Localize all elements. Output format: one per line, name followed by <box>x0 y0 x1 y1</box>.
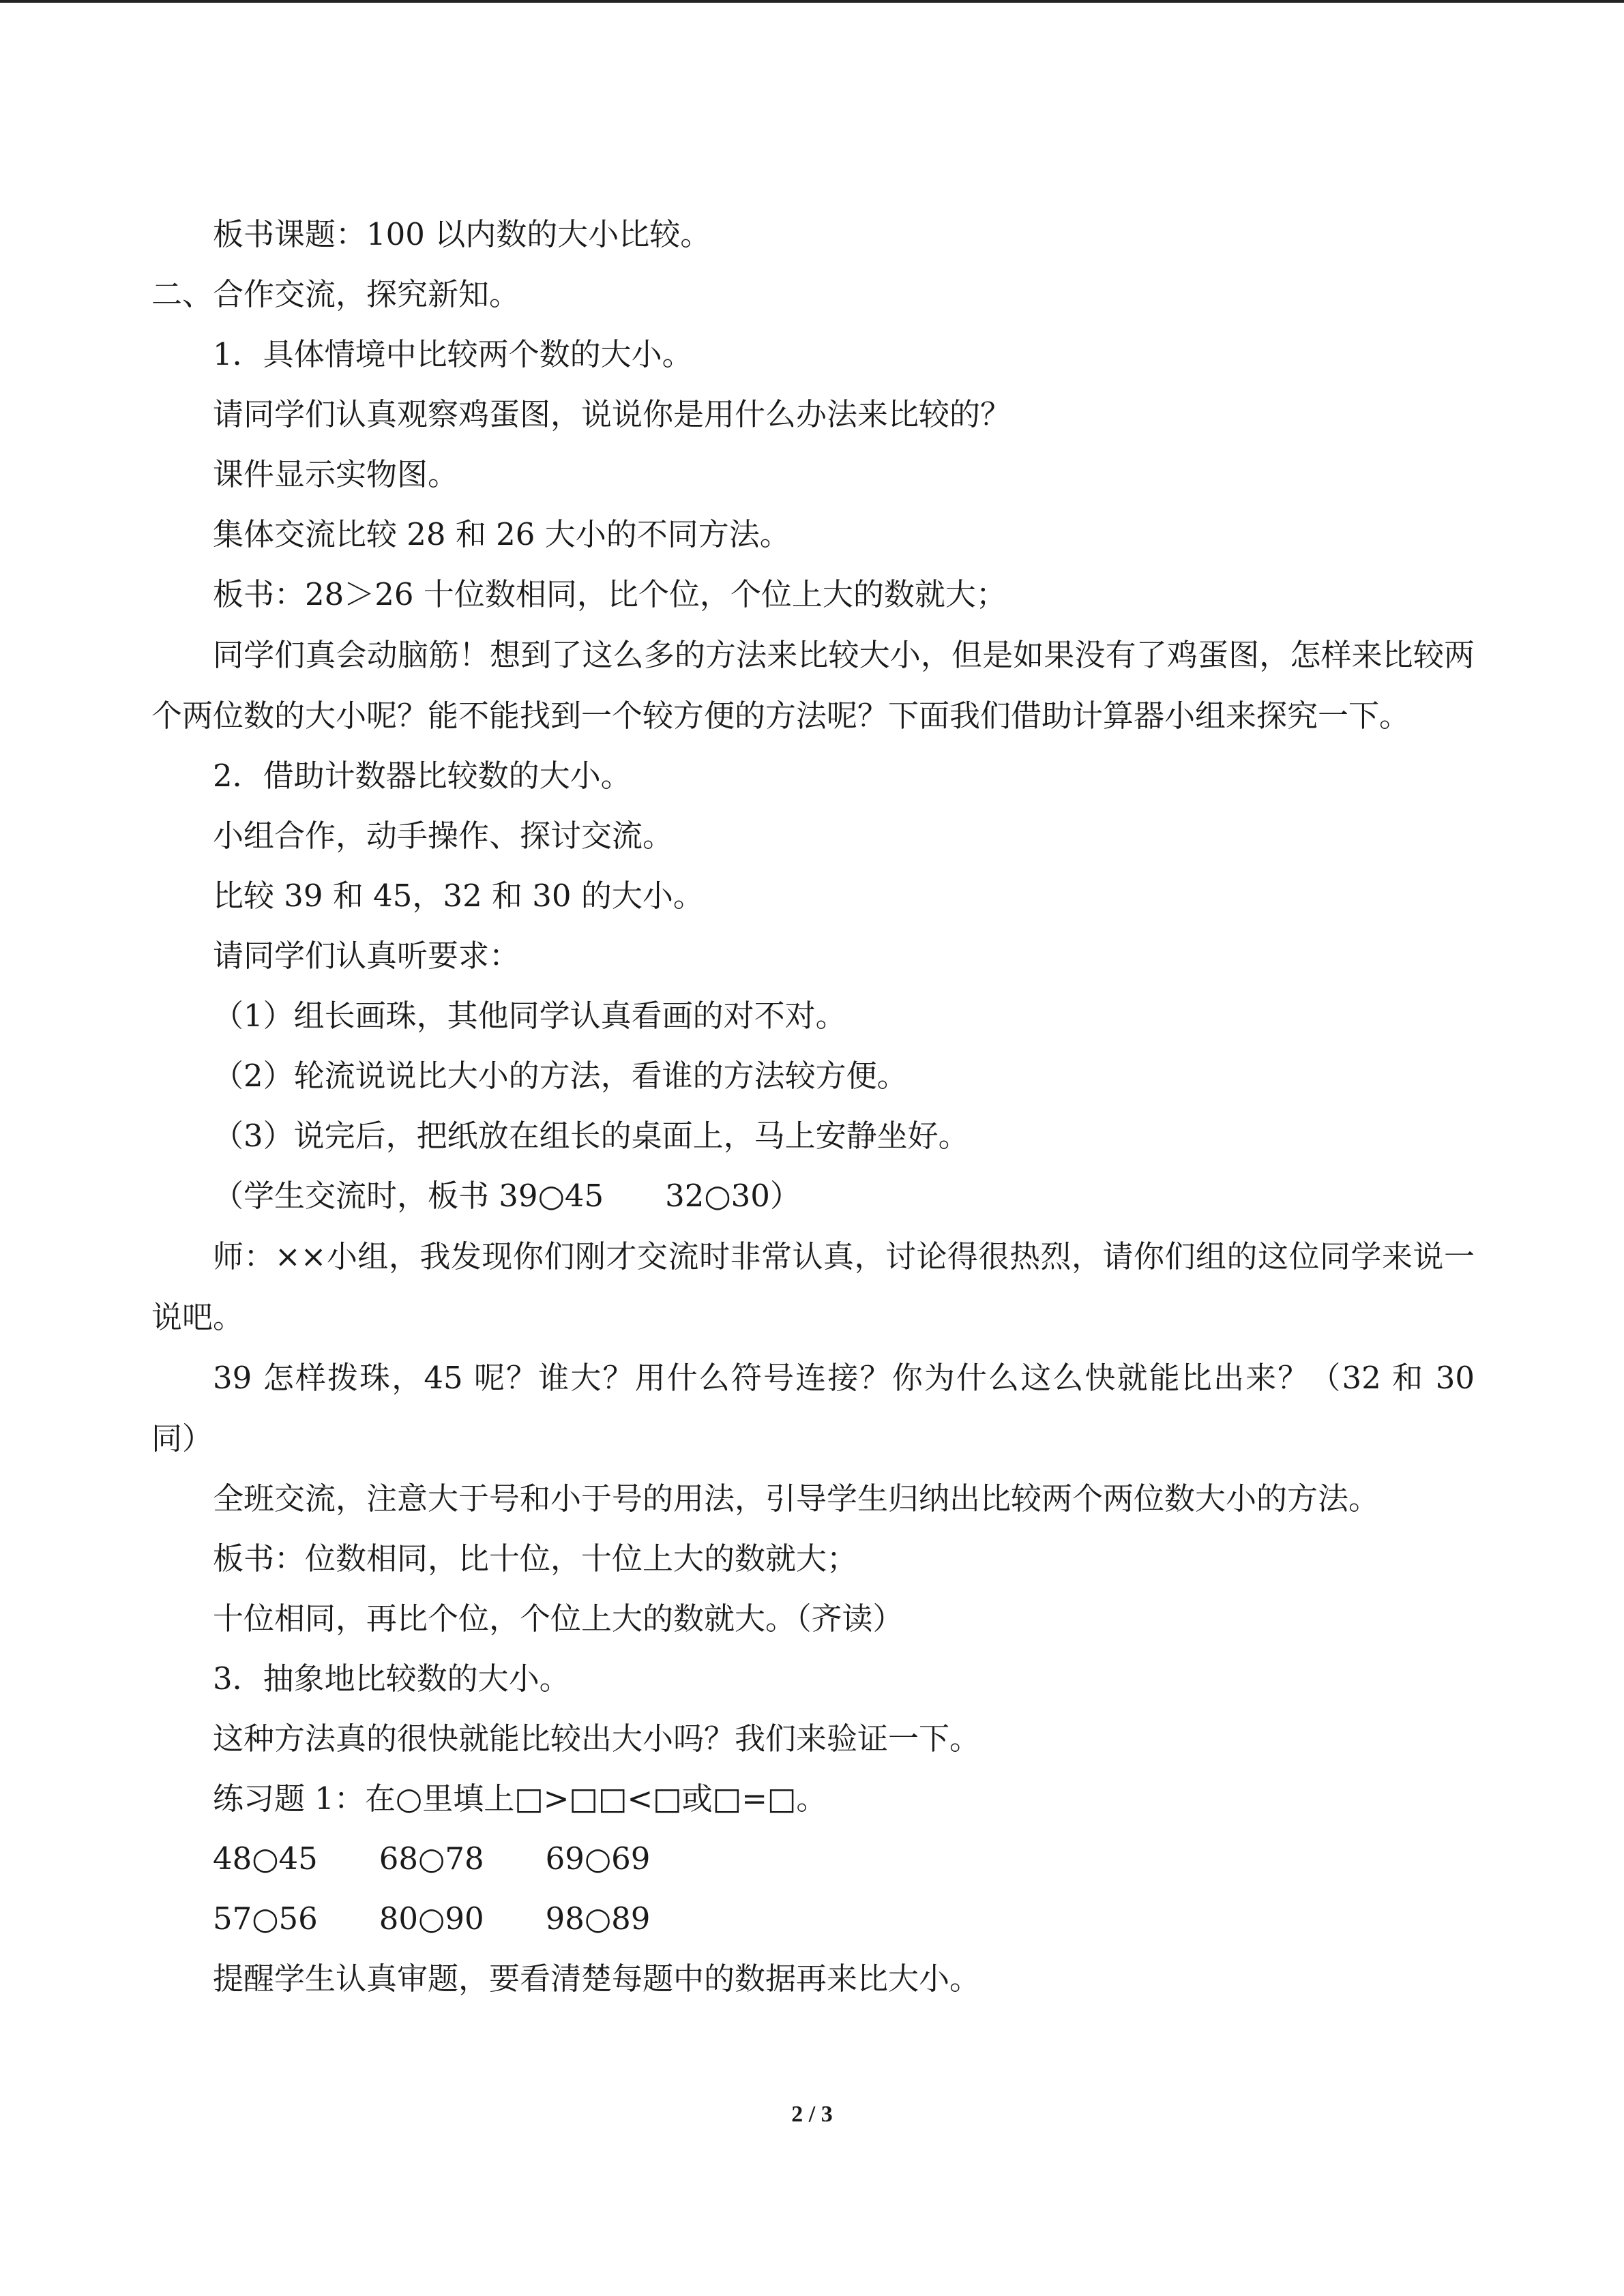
paragraph: 同学们真会动脑筋！想到了这么多的方法来比较大小，但是如果没有了鸡蛋图，怎样来比较两个两位数的大小呢？能不能找到一个较方便的方法呢？下面我们借助计算器小组来探究一下。 <box>151 637 1475 734</box>
line: 课件显示实物图。 <box>213 456 459 492</box>
paragraph: 39 怎样拨珠，45 呢？谁大？用什么符号连接？你为什么这么快就能比出来？（32 和 30 同） <box>151 1360 1475 1457</box>
section-heading: 二、合作交流，探究新知。 <box>151 276 520 312</box>
subheading: 2．借助计数器比较数的大小。 <box>213 758 632 794</box>
top-border <box>0 0 1624 3</box>
subheading: 3．抽象地比较数的大小。 <box>213 1660 570 1697</box>
line: 板书：28＞26 十位数相同，比个位，个位上大的数就大； <box>213 576 1007 612</box>
line: 请同学们认真观察鸡蛋图，说说你是用什么办法来比较的？ <box>213 396 1012 432</box>
page-number: 2 / 3 <box>791 2102 833 2127</box>
exercise-row-1: 48○45 68○78 69○69 <box>213 1840 651 1877</box>
document-body <box>151 205 1475 2009</box>
line: 板书：位数相同，比十位，十位上大的数就大； <box>213 1540 858 1577</box>
line: 集体交流比较 28 和 26 大小的不同方法。 <box>213 516 791 552</box>
line: （学生交流时，板书 39○45 32○30） <box>213 1178 801 1214</box>
line: 提醒学生认真审题，要看清楚每题中的数据再来比大小。 <box>213 1960 981 1997</box>
requirement-2: （2）轮流说说比大小的方法，看谁的方法较方便。 <box>213 1058 908 1094</box>
requirement-1: （1）组长画珠，其他同学认真看画的对不对。 <box>213 998 846 1034</box>
line: 板书课题：100 以内数的大小比较。 <box>213 216 711 252</box>
line: 比较 39 和 45，32 和 30 的大小。 <box>213 878 704 914</box>
line: 小组合作，动手操作、探讨交流。 <box>213 818 674 854</box>
line: 这种方法真的很快就能比较出大小吗？我们来验证一下。 <box>213 1720 981 1757</box>
line: 全班交流，注意大于号和小于号的用法，引导学生归纳出比较两个两位数大小的方法。 <box>213 1480 1380 1517</box>
line: 十位相同，再比个位，个位上大的数就大。（齐读） <box>213 1600 904 1637</box>
line: 请同学们认真听要求： <box>213 938 520 974</box>
paragraph: 师：××小组，我发现你们刚才交流时非常认真，讨论得很热烈，请你们组的这位同学来说一说吧。 <box>151 1238 1475 1335</box>
exercise-row-2: 57○56 80○90 98○89 <box>213 1900 651 1937</box>
exercise-title: 练习题 1：在○里填上□>□□<□或□=□。 <box>213 1780 827 1817</box>
requirement-3: （3）说完后，把纸放在组长的桌面上，马上安静坐好。 <box>213 1118 969 1154</box>
subheading: 1．具体情境中比较两个数的大小。 <box>213 336 693 372</box>
